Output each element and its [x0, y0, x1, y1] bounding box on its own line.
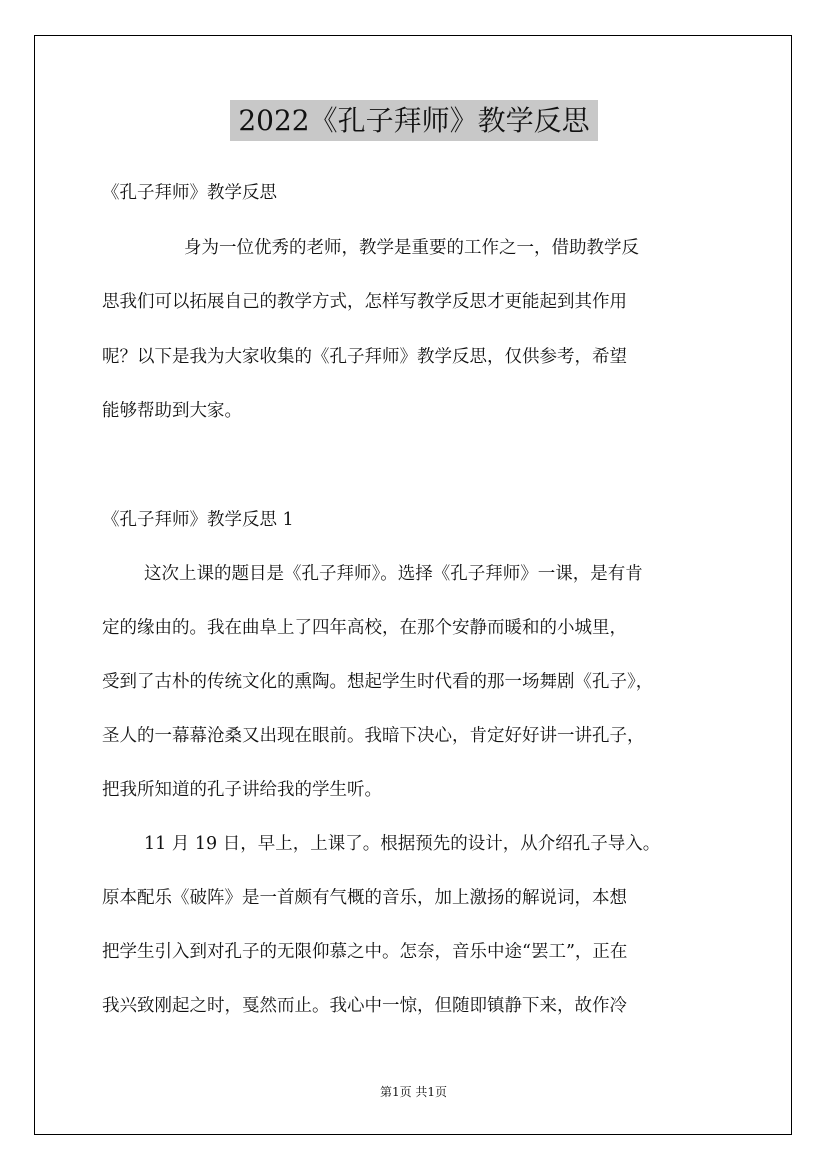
section-heading: 《孔子拜师》教学反思 1	[102, 510, 294, 530]
body-line: 我兴致刚起之时，戛然而止。我心中一惊，但随即镇静下来，故作冷	[102, 996, 627, 1016]
body-line: 圣人的一幕幕沧桑又出现在眼前。我暗下决心，肯定好好讲一讲孔子，	[102, 726, 645, 746]
intro-line: 身为一位优秀的老师，教学是重要的工作之一，借助教学反	[184, 238, 639, 258]
intro-line: 呢？以下是我为大家收集的《孔子拜师》教学反思，仅供参考，希望	[102, 347, 627, 367]
document-title: 2022《孔子拜师》教学反思	[230, 100, 598, 141]
body-line: 这次上课的题目是《孔子拜师》。选择《孔子拜师》一课，是有肯	[144, 564, 643, 584]
body-line: 11 月 19 日，早上，上课了。根据预先的设计，从介绍孔子导入。	[144, 834, 661, 854]
body-line: 定的缘由的。我在曲阜上了四年高校，在那个安静而暖和的小城里，	[102, 618, 627, 638]
page-footer: 第1页 共1页	[379, 1085, 448, 1099]
document-subtitle: 《孔子拜师》教学反思	[102, 183, 277, 203]
intro-line: 思我们可以拓展自己的教学方式，怎样写教学反思才更能起到其作用	[102, 292, 627, 312]
body-line: 把学生引入到对孔子的无限仰慕之中。怎奈，音乐中途“罢工”，正在	[102, 942, 628, 962]
body-line: 原本配乐《破阵》是一首颇有气概的音乐，加上激扬的解说词，本想	[102, 888, 627, 908]
intro-line: 能够帮助到大家。	[102, 401, 242, 421]
body-line: 把我所知道的孔子讲给我的学生听。	[102, 780, 382, 800]
body-line: 受到了古朴的传统文化的熏陶。想起学生时代看的那一场舞剧《孔子》，	[102, 672, 654, 692]
